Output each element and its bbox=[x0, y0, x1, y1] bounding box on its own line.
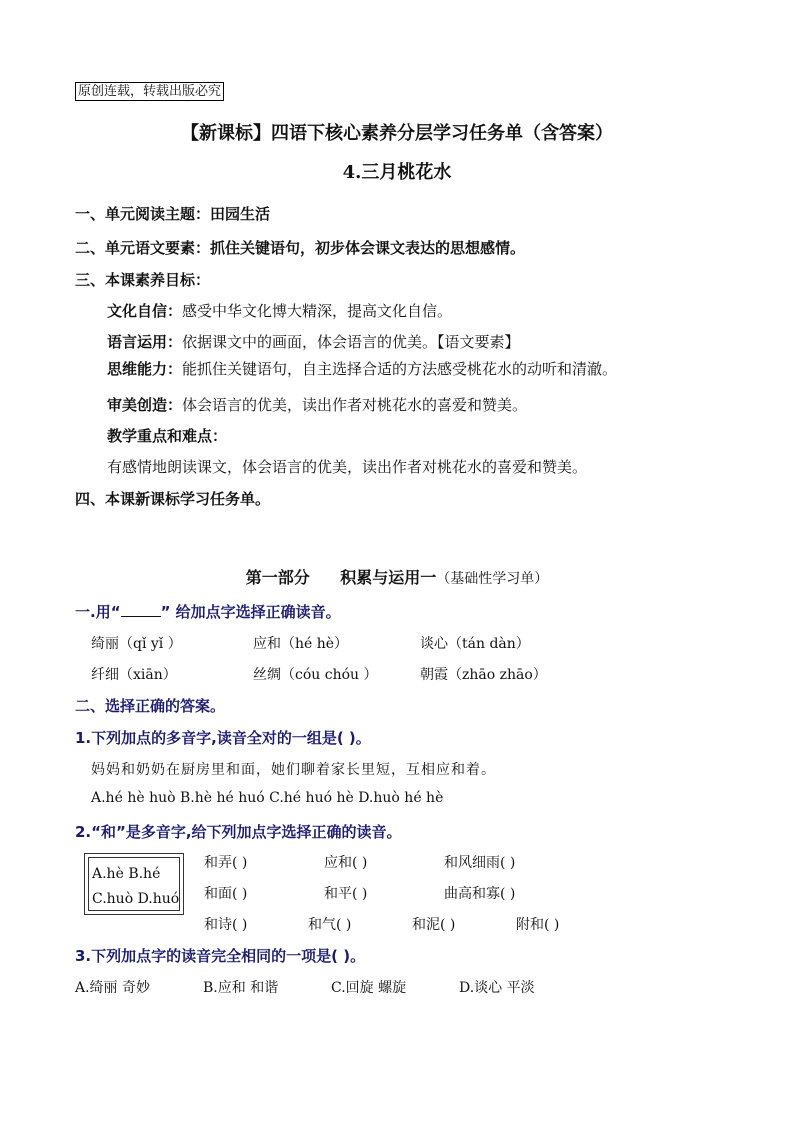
option-d: D.谈心 平淡 bbox=[459, 980, 535, 996]
goal-language bbox=[107, 331, 520, 352]
he-item: 和气( ) bbox=[308, 917, 352, 933]
pinyin-item: 朝霞（zhāo zhāo） bbox=[420, 667, 547, 683]
he-item: 附和( ) bbox=[516, 917, 560, 933]
he-item: 曲高和寡( ) bbox=[444, 886, 516, 902]
part-title: 积累与运用一 bbox=[340, 568, 437, 587]
goal-thinking bbox=[107, 358, 617, 379]
example-sentence: 妈妈和奶奶在厨房里和面，她们聊着家长里短，互相应和着。 bbox=[91, 762, 496, 778]
goal-aesthetic bbox=[107, 394, 527, 415]
goal-text: 体会语言的优美，读出作者对桃花水的喜爱和赞美。 bbox=[182, 396, 528, 414]
options-box bbox=[84, 853, 184, 915]
options-box-row: C.huò D.huó bbox=[92, 891, 180, 907]
he-item: 和泥( ) bbox=[412, 917, 456, 933]
focus-label: 教学重点和难点： bbox=[107, 427, 228, 445]
question-1-post: ” 给加点字选择正确读音。 bbox=[160, 603, 341, 621]
goal-label: 语言运用： bbox=[107, 333, 183, 351]
question-2-3: 3.下列加点字的读音完全相同的一项是( )。 bbox=[75, 947, 366, 965]
goal-label: 文化自信： bbox=[107, 302, 183, 320]
goal-text: 感受中华文化博大精深，提高文化自信。 bbox=[182, 302, 453, 320]
question-1-pre: 一.用“ bbox=[75, 603, 121, 621]
option-a: A.绮丽 奇妙 bbox=[75, 980, 151, 996]
he-item: 和面( ) bbox=[204, 886, 248, 902]
pinyin-item: 谈心（tán dàn） bbox=[420, 636, 530, 652]
he-item: 和风细雨( ) bbox=[444, 855, 516, 871]
section-2: 二、单元语文要素：抓住关键语句，初步体会课文表达的思想感情。 bbox=[75, 239, 526, 257]
section-3: 三、本课素养目标： bbox=[75, 271, 211, 289]
answer-blank bbox=[121, 604, 161, 617]
part-subtitle: （基础性学习单） bbox=[436, 571, 549, 587]
he-item: 和平( ) bbox=[324, 886, 368, 902]
section-1-value: 田园生活 bbox=[210, 205, 271, 223]
question-2-1: 1.下列加点的多音字,读音全对的一组是( )。 bbox=[75, 729, 371, 747]
he-item: 应和( ) bbox=[324, 855, 368, 871]
option-c: C.回旋 螺旋 bbox=[331, 980, 407, 996]
goal-label: 思维能力： bbox=[107, 360, 183, 378]
part-number: 第一部分 bbox=[245, 568, 310, 587]
question-2-1-options: A.hé hè huò B.hè hé huó C.hé huó hè D.huò hé hè bbox=[91, 790, 444, 806]
pinyin-item: 丝绸（cóu chóu ） bbox=[253, 667, 378, 683]
copyright-notice: 原创连载，转载出版必究 bbox=[75, 82, 224, 101]
lesson-title: 4.三月桃花水 bbox=[342, 162, 452, 183]
focus-text: 有感情地朗读课文，体会语言的优美，读出作者对桃花水的喜爱和赞美。 bbox=[107, 458, 588, 476]
section-1 bbox=[75, 203, 270, 224]
goal-text: 依据课文中的画面，体会语言的优美。【语文要素】 bbox=[182, 333, 520, 351]
question-2-2: 2.“和”是多音字,给下列加点字选择正确的读音。 bbox=[75, 823, 402, 841]
option-b: B.应和 和谐 bbox=[203, 980, 279, 996]
he-item: 和诗( ) bbox=[204, 917, 248, 933]
pinyin-item: 绮丽（qǐ yǐ ） bbox=[91, 636, 182, 652]
he-item: 和弄( ) bbox=[204, 855, 248, 871]
section-1-label: 一、单元阅读主题： bbox=[75, 205, 211, 223]
options-box-row: A.hè B.hé bbox=[92, 866, 161, 882]
goal-culture bbox=[107, 300, 452, 321]
section-4: 四、本课新课标学习任务单。 bbox=[75, 490, 271, 508]
pinyin-item: 应和（hé hè） bbox=[253, 636, 349, 652]
question-2: 二、选择正确的答案。 bbox=[75, 697, 226, 715]
page-title: 【新课标】四语下核心素养分层学习任务单（含答案） bbox=[181, 123, 613, 144]
pinyin-item: 纤细（xiān） bbox=[91, 667, 177, 683]
goal-label: 审美创造： bbox=[107, 396, 183, 414]
question-1 bbox=[75, 601, 341, 622]
goal-text: 能抓住关键语句，自主选择合适的方法感受桃花水的动听和清澈。 bbox=[182, 360, 618, 378]
part-heading bbox=[0, 565, 794, 588]
